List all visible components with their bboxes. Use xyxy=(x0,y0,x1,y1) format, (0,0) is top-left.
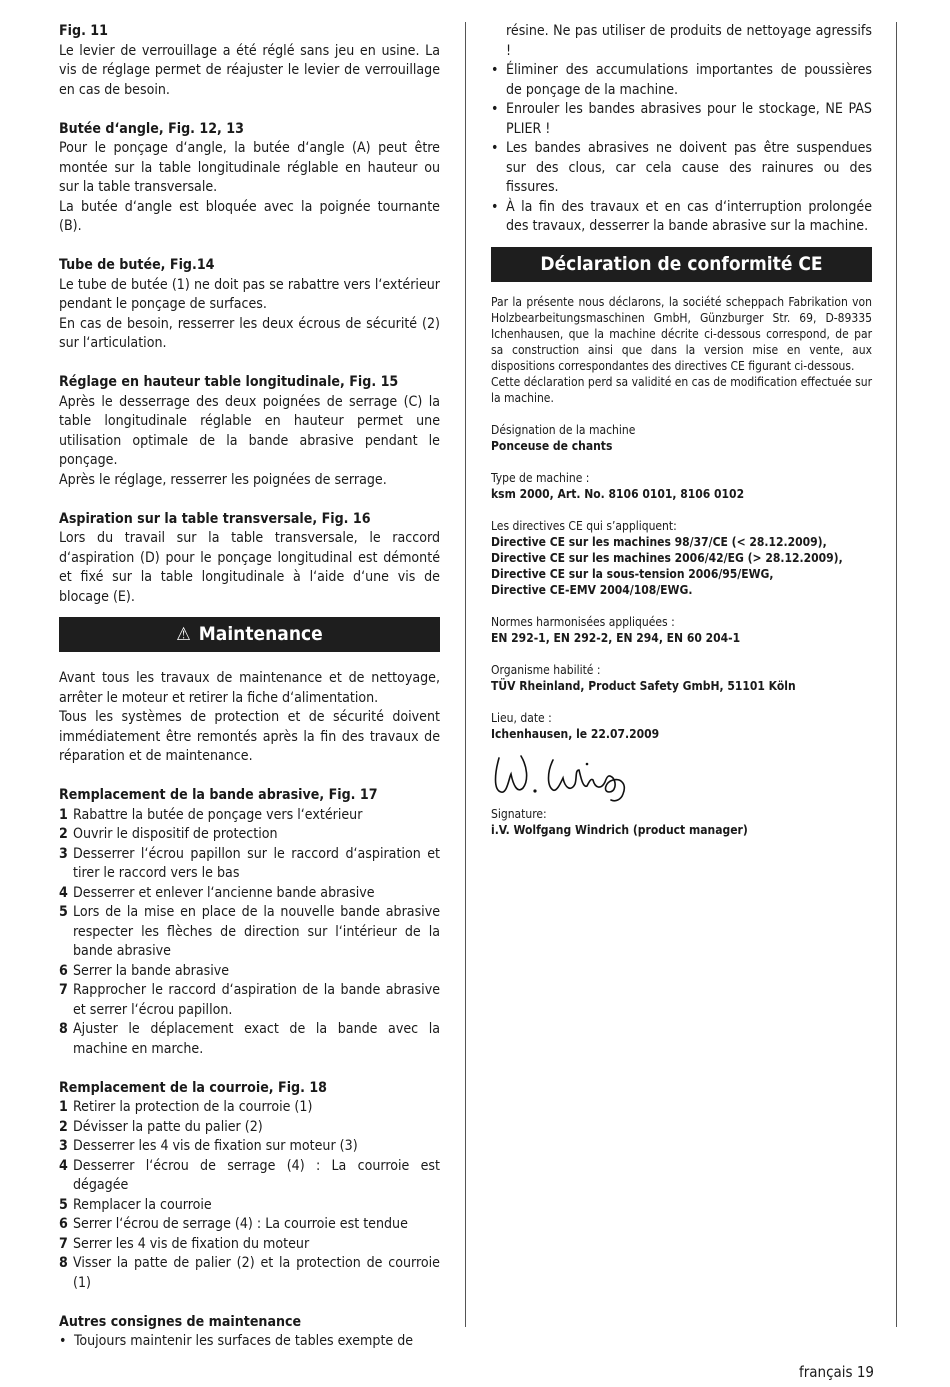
signature-label: Signature: xyxy=(491,806,547,821)
tube-butee-text2: En cas de besoin, resserrer les deux écrous de sécurité (2) sur l‘articulation. xyxy=(59,315,440,351)
bullet-mark: • xyxy=(491,198,499,215)
reglage-hauteur-text2: Après le réglage, resserrer les poignées de serrage. xyxy=(59,471,387,488)
step-number: 6 xyxy=(59,962,68,979)
directives-list xyxy=(491,534,872,598)
list-item xyxy=(491,22,872,61)
step-text: Serrer les 4 vis de fixation du moteur xyxy=(73,1235,310,1252)
right-margin-line xyxy=(896,22,897,1327)
step-number: 5 xyxy=(59,1196,68,1213)
designation-value: Ponceuse de chants xyxy=(491,438,613,453)
step-text: Serrer l‘écrou de serrage (4) : La courroie est tendue xyxy=(73,1216,408,1232)
list-item xyxy=(491,198,872,237)
reglage-hauteur-text1: Après le desserrage des deux poignées de serrage (C) la table longitudinale réglable en hauteur permet une utilisation optimale de la bande abrasive pendant le ponçage. xyxy=(59,393,440,468)
bullet-text: À la fin des travaux et en cas d‘interruption prolongée des travaux, desserrer la bande abrasive sur la machine. xyxy=(506,198,872,234)
directives-label: Les directives CE qui s’appliquent: xyxy=(491,518,677,533)
aspiration-heading: Aspiration sur la table transversale, Fig. 16 xyxy=(59,510,371,527)
reglage-hauteur-heading: Réglage en hauteur table longitudinale, Fig. 15 xyxy=(59,374,399,390)
bullet-text: Enrouler les bandes abrasives pour le stockage, NE PAS PLIER ! xyxy=(506,101,872,137)
list-item xyxy=(59,1254,440,1293)
list-item xyxy=(59,1196,440,1216)
list-item xyxy=(59,845,440,884)
step-text: Desserrer l‘écrou papillon sur le raccord d‘aspiration et tirer le raccord vers le bas xyxy=(73,845,440,881)
right-column xyxy=(491,22,872,838)
step-text: Desserrer l‘écrou de serrage (4) : La courroie est dégagée xyxy=(73,1157,440,1193)
maintenance-bullets xyxy=(491,22,872,237)
bullet-mark: • xyxy=(491,62,499,78)
maintenance-text2: Tous les systèmes de protection et de sécurité doivent immédiatement être remontés après la fin des travaux de réparation et de maintenance. xyxy=(59,709,440,764)
page-footer: français 19 xyxy=(798,1363,874,1381)
list-item xyxy=(59,903,440,962)
list-item xyxy=(59,1118,440,1138)
step-number: 4 xyxy=(59,1157,68,1174)
maintenance-text1: Avant tous les travaux de maintenance et de nettoyage, arrêter le moteur et retirer la fiche d‘alimentation. xyxy=(59,670,440,706)
butee-angle-text1: Pour le ponçage d‘angle, la butée d‘angle (A) peut être montée sur la table longitudinale réglable en hauteur ou sur la table transversale. xyxy=(59,140,440,195)
autres-list xyxy=(59,1332,440,1352)
step-text: Rabattre la butée de ponçage vers l‘extérieur xyxy=(73,806,363,823)
step-number: 2 xyxy=(59,1118,68,1135)
fig11-heading: Fig. 11 xyxy=(59,23,108,39)
declaration-body xyxy=(491,294,872,838)
list-item xyxy=(59,1215,440,1235)
bullet-mark: • xyxy=(491,140,499,156)
tube-butee-text1: Le tube de butée (1) ne doit pas se rabattre vers l‘extérieur pendant le ponçage de surfaces. xyxy=(59,276,440,312)
courroie-heading: Remplacement de la courroie, Fig. 18 xyxy=(59,1079,327,1096)
step-text: Desserrer et enlever l‘ancienne bande abrasive xyxy=(73,884,375,901)
left-column xyxy=(59,22,440,1352)
declaration-title: Déclaration de conformité CE xyxy=(540,252,823,275)
step-text: Remplacer la courroie xyxy=(73,1196,212,1213)
step-text: Ouvrir le dispositif de protection xyxy=(73,826,278,842)
step-text: Ajuster le déplacement exact de la bande avec la machine en marche. xyxy=(73,1021,440,1057)
fig11-text: Le levier de verrouillage a été réglé sans jeu en usine. La vis de réglage permet de réajuster le levier de verrouillage en cas de besoin. xyxy=(59,42,440,98)
list-item xyxy=(59,884,440,904)
type-label: Type de machine : xyxy=(491,470,590,485)
declaration-validity: Cette déclaration perd sa validité en cas de modification effectuée sur la machine. xyxy=(491,374,872,405)
lieu-value: Ichenhausen, le 22.07.2009 xyxy=(491,726,660,741)
type-value: ksm 2000, Art. No. 8106 0101, 8106 0102 xyxy=(491,486,745,501)
list-item xyxy=(59,962,440,982)
list-item xyxy=(59,1235,440,1255)
step-text: Serrer la bande abrasive xyxy=(73,962,230,979)
step-number: 3 xyxy=(59,845,68,862)
bullet-text: Toujours maintenir les surfaces de tables exempte de xyxy=(74,1333,414,1349)
step-number: 4 xyxy=(59,884,68,901)
list-item xyxy=(59,1157,440,1196)
maintenance-title: Maintenance xyxy=(198,623,323,645)
directive-item: Directive CE sur les machines 98/37/CE (< 28.12.2009), xyxy=(491,534,827,549)
directive-item: Directive CE sur la sous-tension 2006/95/EWG, xyxy=(491,566,774,581)
aspiration-text: Lors du travail sur la table transversale, le raccord d‘aspiration (D) pour le ponçage longitudinal est démonté et fixé sur la table longitudinale à l‘aide d‘une vis de blocage (E). xyxy=(59,530,440,605)
directive-item: Directive CE-EMV 2004/108/EWG. xyxy=(491,582,693,597)
list-item xyxy=(491,139,872,198)
list-item xyxy=(491,61,872,100)
step-number: 6 xyxy=(59,1216,68,1232)
courroie-steps xyxy=(59,1098,440,1293)
step-text: Desserrer les 4 vis de fixation sur moteur (3) xyxy=(73,1138,358,1154)
declaration-intro: Par la présente nous déclarons, la société scheppach Fabrikation von Holzbearbeitungsmaschinen GmbH, Günzburger Str. 69, D-89335 Ichenhausen, que la machine décrite ci-dessous correspond, de par sa construction ainsi que dans la version mise en vente, aux dispositions correspondantes des directives CE figurant ci-dessous. xyxy=(491,294,872,373)
organisme-label: Organisme habilité : xyxy=(491,662,601,677)
step-number: 1 xyxy=(59,1099,68,1115)
directive-item: Directive CE sur les machines 2006/42/EG (> 28.12.2009), xyxy=(491,550,843,565)
list-item xyxy=(59,1098,440,1118)
signature-value: i.V. Wolfgang Windrich (product manager) xyxy=(491,822,748,837)
list-item xyxy=(491,100,872,139)
organisme-value: TÜV Rheinland, Product Safety GmbH, 51101 Köln xyxy=(491,678,796,693)
normes-value: EN 292-1, EN 292-2, EN 294, EN 60 204-1 xyxy=(491,630,741,645)
butee-angle-text2: La butée d‘angle est bloquée avec la poignée tournante (B). xyxy=(59,198,440,234)
step-number: 1 xyxy=(59,806,68,823)
bande-heading: Remplacement de la bande abrasive, Fig. 17 xyxy=(59,787,378,803)
butee-angle-heading: Butée d‘angle, Fig. 12, 13 xyxy=(59,120,244,137)
step-number: 8 xyxy=(59,1021,68,1037)
autres-heading: Autres consignes de maintenance xyxy=(59,1313,302,1330)
bullet-mark: • xyxy=(491,101,499,117)
normes-label: Normes harmonisées appliquées : xyxy=(491,614,675,629)
declaration-header xyxy=(491,247,872,282)
tube-butee-heading: Tube de butée, Fig.14 xyxy=(59,257,215,273)
list-item xyxy=(59,825,440,845)
bullet-text: Les bandes abrasives ne doivent pas être suspendues sur des clous, car cela cause des rainures ou des fissures. xyxy=(506,140,872,195)
step-number: 7 xyxy=(59,1235,68,1252)
step-text: Rapprocher le raccord d‘aspiration de la bande abrasive et serrer l‘écrou papillon. xyxy=(73,982,440,1018)
list-item xyxy=(59,1137,440,1157)
step-number: 2 xyxy=(59,826,68,842)
handwritten-signature xyxy=(491,748,641,804)
step-number: 7 xyxy=(59,982,68,998)
list-item xyxy=(59,806,440,826)
list-item xyxy=(59,1020,440,1059)
step-number: 8 xyxy=(59,1255,68,1271)
bullet-text: Éliminer des accumulations importantes de poussières de ponçage de la machine. xyxy=(506,62,872,98)
step-text: Visser la patte de palier (2) et la protection de courroie (1) xyxy=(73,1255,440,1291)
step-text: Dévisser la patte du palier (2) xyxy=(73,1118,263,1135)
step-text: Retirer la protection de la courroie (1) xyxy=(73,1099,313,1115)
bullet-continuation: résine. Ne pas utiliser de produits de nettoyage agressifs ! xyxy=(506,23,872,59)
step-number: 5 xyxy=(59,904,68,920)
warning-icon: ⚠ xyxy=(176,624,191,645)
lieu-label: Lieu, date : xyxy=(491,710,552,725)
bullet-mark: • xyxy=(59,1333,67,1349)
column-divider xyxy=(465,22,466,1327)
step-text: Lors de la mise en place de la nouvelle bande abrasive respecter les flèches de direction sur l‘intérieur de la bande abrasive xyxy=(73,904,440,959)
designation-label: Désignation de la machine xyxy=(491,422,636,437)
bande-steps xyxy=(59,806,440,1060)
list-item xyxy=(59,981,440,1020)
list-item xyxy=(59,1332,440,1352)
step-number: 3 xyxy=(59,1138,68,1154)
maintenance-header xyxy=(59,617,440,652)
